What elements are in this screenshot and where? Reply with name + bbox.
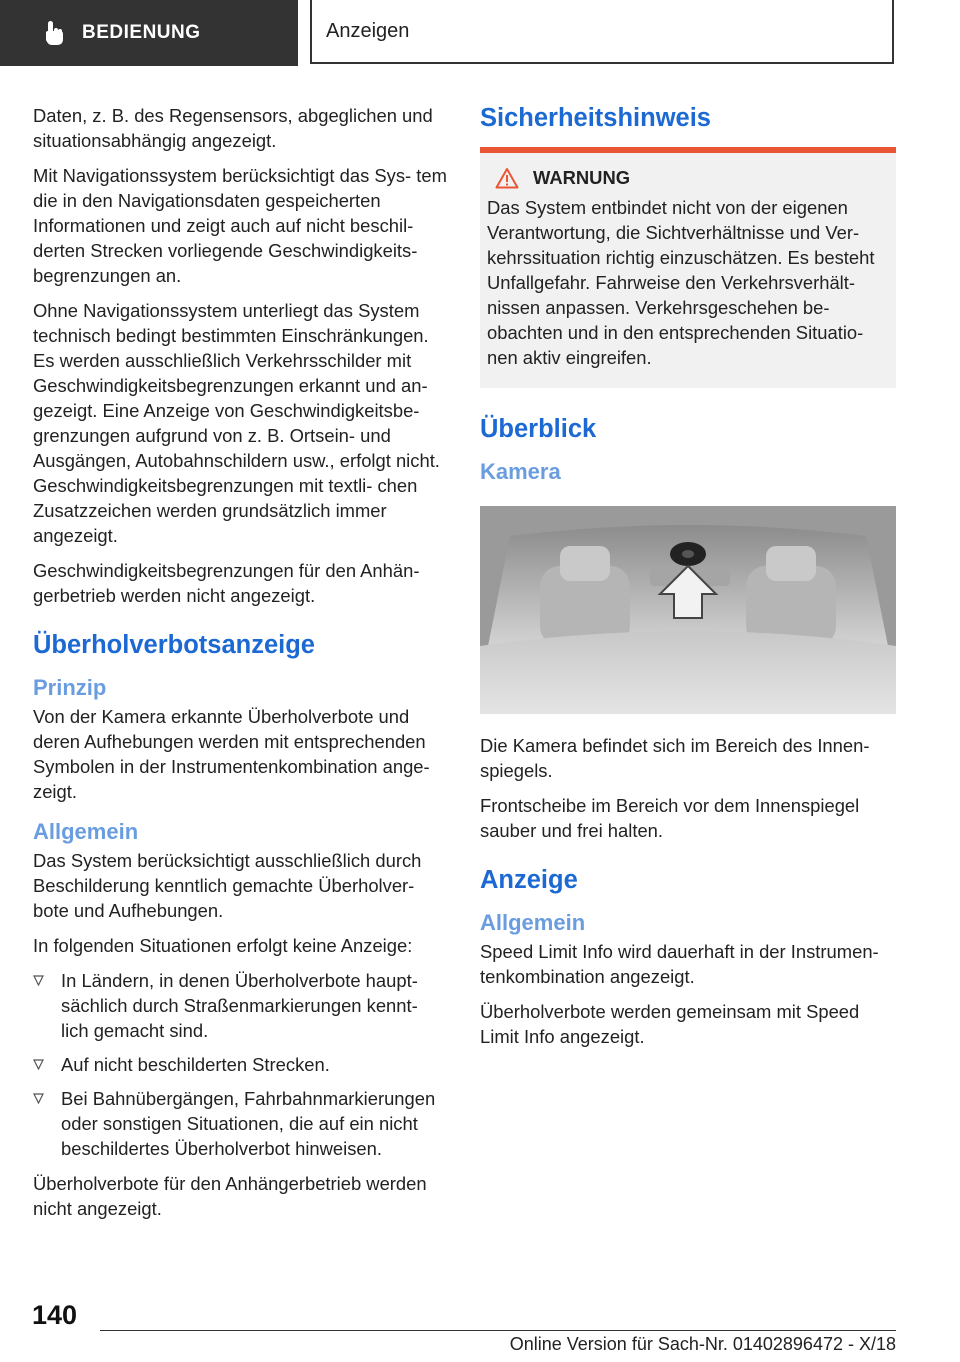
page-number: 140 bbox=[32, 1300, 78, 1330]
chapter-tab[interactable] bbox=[0, 0, 298, 66]
bullet-triangle-icon bbox=[33, 975, 44, 986]
paragraph: Speed Limit Info wird dauerhaft in der Instrumen- tenkombination angezeigt. bbox=[480, 941, 879, 987]
heading-display: Anzeige bbox=[480, 866, 578, 894]
paragraph: Geschwindigkeitsbegrenzungen für den Anhän- gerbetrieb werden nicht angezeigt. bbox=[33, 560, 420, 606]
warning-box bbox=[480, 153, 896, 388]
paragraph: Frontscheibe im Bereich vor dem Innenspiegel sauber und frei halten. bbox=[480, 795, 860, 841]
bullet-triangle-icon bbox=[33, 1093, 44, 1104]
paragraph: Ohne Navigationssystem unterliegt das System technisch bedingt bestimmten Einschränkungen. Es werden ausschließlich Verkehrsschilder mit Geschwindigkeitsbegrenzungen erkannt und an- gezeigt. Eine Anzeige von Geschwindigkeitsbe- grenzungen aufgrund von z. B. Ortsein- und Ausgängen, Autobahnschildern usw., erfolgt nicht. Geschwindigkeitsbegrenzungen mit textli- chen Zusatzzeichen werden grundsätzlich immer angezeigt. bbox=[33, 300, 440, 546]
hand-pointer-icon bbox=[42, 20, 66, 46]
right-column bbox=[480, 103, 896, 1059]
bullet-triangle-icon bbox=[33, 1059, 44, 1070]
paragraph: Mit Navigationssystem berücksichtigt das Sys- tem die in den Navigationsdaten gespeicherten Informationen und zeigt auch auf nicht beschil- derten Strecken vorliegende Geschwindigkeits- begrenzungen an. bbox=[33, 165, 447, 286]
heading-overtaking-display: Überholverbotsanzeige bbox=[33, 631, 315, 659]
paragraph: Von der Kamera erkannte Überholverbote und deren Aufhebungen werden mit entsprechenden Symbolen in der Instrumentenkombination ange- zeigt. bbox=[33, 706, 430, 802]
heading-safety: Sicherheitshinweis bbox=[480, 104, 711, 132]
subheading-general: Allgemein bbox=[480, 910, 586, 935]
footer-divider bbox=[100, 1330, 896, 1331]
paragraph: Das System berücksichtigt ausschließlich durch Beschilderung kenntlich gemachte Überholver- bote und Aufhebungen. bbox=[33, 850, 422, 921]
list-item: In Ländern, in denen Überholverbote haupt- sächlich durch Straßenmarkierungen kennt- lich gemacht sind. bbox=[33, 968, 449, 1043]
section-title: Anzeigen bbox=[326, 19, 410, 42]
bullet-list bbox=[33, 968, 449, 1161]
section-header bbox=[310, 0, 894, 64]
online-version-link[interactable]: Online Version für Sach-Nr. 01402896472 - X/18 bbox=[509, 1334, 896, 1354]
paragraph: Daten, z. B. des Regensensors, abgeglichen und situationsabhängig angezeigt. bbox=[33, 105, 433, 151]
list-item: Bei Bahnübergängen, Fahrbahnmarkierungen oder sonstigen Situationen, die auf ein nicht beschildertes Überholverbot hinweisen. bbox=[33, 1086, 449, 1161]
subheading-camera: Kamera bbox=[480, 459, 561, 484]
paragraph: Die Kamera befindet sich im Bereich des Innen- spiegels. bbox=[480, 735, 870, 781]
warning-triangle-icon bbox=[495, 167, 519, 189]
chapter-tab-label: BEDIENUNG bbox=[82, 22, 201, 43]
subheading-principle: Prinzip bbox=[33, 675, 107, 700]
paragraph: Überholverbote werden gemeinsam mit Speed Limit Info angezeigt. bbox=[480, 1001, 860, 1047]
camera-location-photo bbox=[480, 506, 896, 714]
left-column bbox=[33, 103, 449, 1231]
paragraph: In folgenden Situationen erfolgt keine Anzeige: bbox=[33, 935, 413, 956]
warning-text: Das System entbindet nicht von der eigenen Verantwortung, die Sichtverhältnisse und Ver- kehrssituation richtig einzuschätzen. Es besteht Unfallgefahr. Fahrweise den Verkehrsverhält- nissen anpassen. Verkehrsgeschehen be- obachten und in den entsprechenden Situatio- nen aktiv eingreifen. bbox=[487, 197, 875, 368]
paragraph: Überholverbote für den Anhängerbetrieb werden nicht angezeigt. bbox=[33, 1173, 427, 1219]
warning-label: WARNUNG bbox=[533, 167, 631, 188]
subheading-general: Allgemein bbox=[33, 819, 139, 844]
list-item: Auf nicht beschilderten Strecken. bbox=[33, 1052, 449, 1077]
heading-overview: Überblick bbox=[480, 415, 597, 443]
